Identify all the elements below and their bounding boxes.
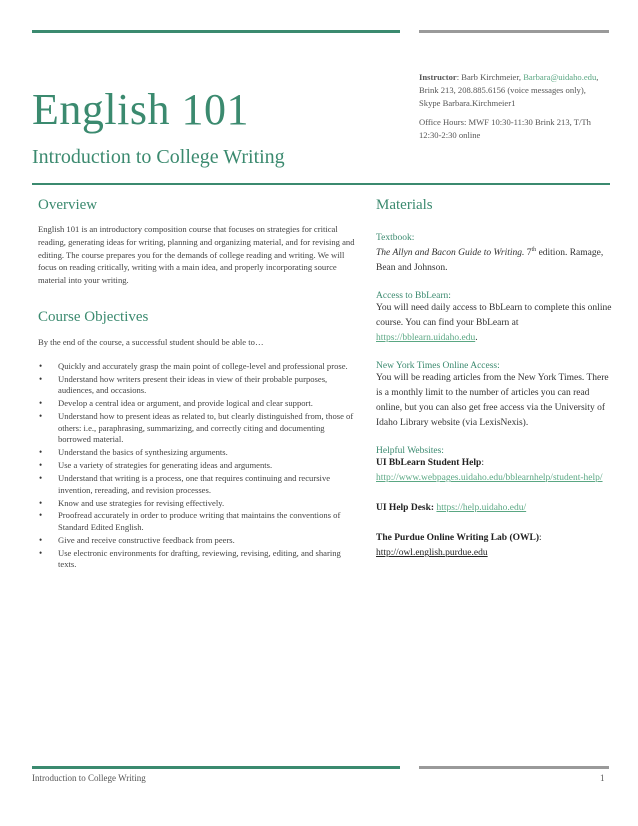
course-subtitle: Introduction to College Writing bbox=[32, 146, 285, 168]
list-item: • Develop a central idea or argument, and provide logical and clear support. bbox=[39, 398, 313, 409]
footer-rule-green bbox=[32, 766, 400, 769]
course-title: English 101 bbox=[32, 85, 249, 134]
title-rule-green bbox=[32, 183, 610, 185]
instructor-line1: Instructor: Barb Kirchmeier, Barbara@uidaho.edu, bbox=[419, 72, 599, 82]
right-column bbox=[376, 197, 612, 561]
instructor-info bbox=[419, 71, 619, 142]
nyt-label: New York Times Online Access: bbox=[376, 361, 500, 372]
objectives-heading: Course Objectives bbox=[38, 308, 149, 325]
left-column bbox=[38, 197, 356, 572]
bblearn-block bbox=[376, 291, 612, 346]
footer-title: Introduction to College Writing bbox=[32, 773, 146, 783]
nyt-text: You will be reading articles from the New York Times. There is a monthly limit to the number of articles you can read online, but you can also get free access via the University of Idaho Library website (via LexisNexis). bbox=[376, 373, 609, 429]
overview-heading: Overview bbox=[38, 197, 98, 213]
ui-help-block bbox=[376, 501, 612, 516]
instructor-email-link[interactable]: Barbara@uidaho.edu bbox=[523, 72, 597, 82]
bullet-icon: • bbox=[39, 547, 43, 558]
textbook-text: The Allyn and Bacon Guide to Writing. 7th edition. Ramage, Bean and Johnson. bbox=[376, 247, 604, 274]
objectives-list bbox=[38, 361, 356, 571]
instructor-line2: Brink 213, 208.885.6156 (voice messages only), bbox=[419, 85, 586, 95]
nyt-block bbox=[376, 361, 612, 431]
list-item: • Use a variety of strategies for generating ideas and arguments. bbox=[39, 460, 273, 471]
list-item: • Proofread accurately in order to produce writing that maintains the conventions of Standard Edited English. bbox=[39, 510, 341, 533]
textbook-label: Textbook: bbox=[376, 233, 415, 243]
bblearn-text: You will need daily access to BbLearn to complete this online course. You can find your BbLearn at https://bblearn.uidaho.edu. bbox=[376, 303, 612, 344]
materials-heading: Materials bbox=[376, 197, 433, 213]
bullet-icon: • bbox=[39, 510, 43, 521]
top-rule-green bbox=[32, 30, 400, 33]
ui-help-title: UI Help Desk: bbox=[376, 503, 435, 514]
office-hours-line2: 12:30-2:30 online bbox=[419, 130, 481, 140]
bullet-icon: • bbox=[39, 447, 43, 458]
list-item: • Use electronic environments for drafting, reviewing, revising, editing, and sharing texts. bbox=[39, 547, 341, 570]
bb-help-title: UI BbLearn Student Help: bbox=[376, 458, 484, 469]
overview-text: English 101 is an introductory composition course that focuses on strategies for critical reading, generating ideas for writing, planning and organizing material, and for revising and editing. The course prepares you for the demands of college reading and writing. We will focus on reading critically, writing with a main idea, and properly incorporating source material into your writing. bbox=[38, 224, 355, 286]
websites-block bbox=[376, 446, 612, 486]
page-number: 1 bbox=[600, 773, 605, 783]
bullet-icon: • bbox=[39, 473, 43, 484]
owl-block bbox=[376, 531, 612, 561]
list-item: • Know and use strategies for revising effectively. bbox=[39, 497, 225, 508]
bullet-icon: • bbox=[39, 460, 43, 471]
list-item: • Quickly and accurately grasp the main point of college-level and professional prose. bbox=[39, 360, 348, 371]
bb-help-link[interactable]: http://www.webpages.uidaho.edu/bblearnhelp/student-help/ bbox=[376, 473, 603, 484]
bblearn-label: Access to BbLearn: bbox=[376, 291, 451, 302]
bullet-icon: • bbox=[39, 398, 43, 409]
list-item: • Understand that writing is a process, one that requires continuing and recursive invention, rereading, and revision processes. bbox=[39, 473, 331, 495]
bullet-icon: • bbox=[39, 411, 43, 422]
textbook-title: The Allyn and Bacon Guide to Writing. bbox=[376, 248, 525, 259]
bullet-icon: • bbox=[39, 373, 43, 384]
top-rule-gray bbox=[419, 30, 609, 33]
footer-rule-gray bbox=[419, 766, 609, 769]
office-hours-line1: Office Hours: MWF 10:30-11:30 Brink 213, T/Th bbox=[419, 117, 591, 127]
textbook-block bbox=[376, 233, 612, 276]
bullet-icon: • bbox=[39, 534, 43, 545]
ui-help-link[interactable]: https://help.uidaho.edu/ bbox=[436, 503, 527, 514]
owl-title: The Purdue Online Writing Lab (OWL): bbox=[376, 533, 542, 544]
list-item: • Understand how writers present their ideas in view of their probable purposes, audiences, and occasions. bbox=[39, 373, 328, 396]
objectives-intro: By the end of the course, a successful student should be able to… bbox=[38, 336, 264, 347]
bullet-icon: • bbox=[39, 360, 43, 371]
list-item: • Give and receive constructive feedback from peers. bbox=[39, 534, 235, 545]
list-item: • Understand the basics of synthesizing arguments. bbox=[39, 447, 228, 458]
owl-link[interactable]: http://owl.english.purdue.edu bbox=[376, 548, 488, 559]
websites-label: Helpful Websites: bbox=[376, 446, 444, 457]
bblearn-link[interactable]: https://bblearn.uidaho.edu bbox=[376, 333, 476, 344]
instructor-line3: Skype Barbara.Kirchmeier1 bbox=[419, 98, 516, 108]
list-item: • Understand how to present ideas as related to, but clearly distinguished from, those of others: i.e., paraphrasing, summarizing, and correctly citing and documenting borrowed material. bbox=[39, 411, 354, 445]
bullet-icon: • bbox=[39, 497, 43, 508]
